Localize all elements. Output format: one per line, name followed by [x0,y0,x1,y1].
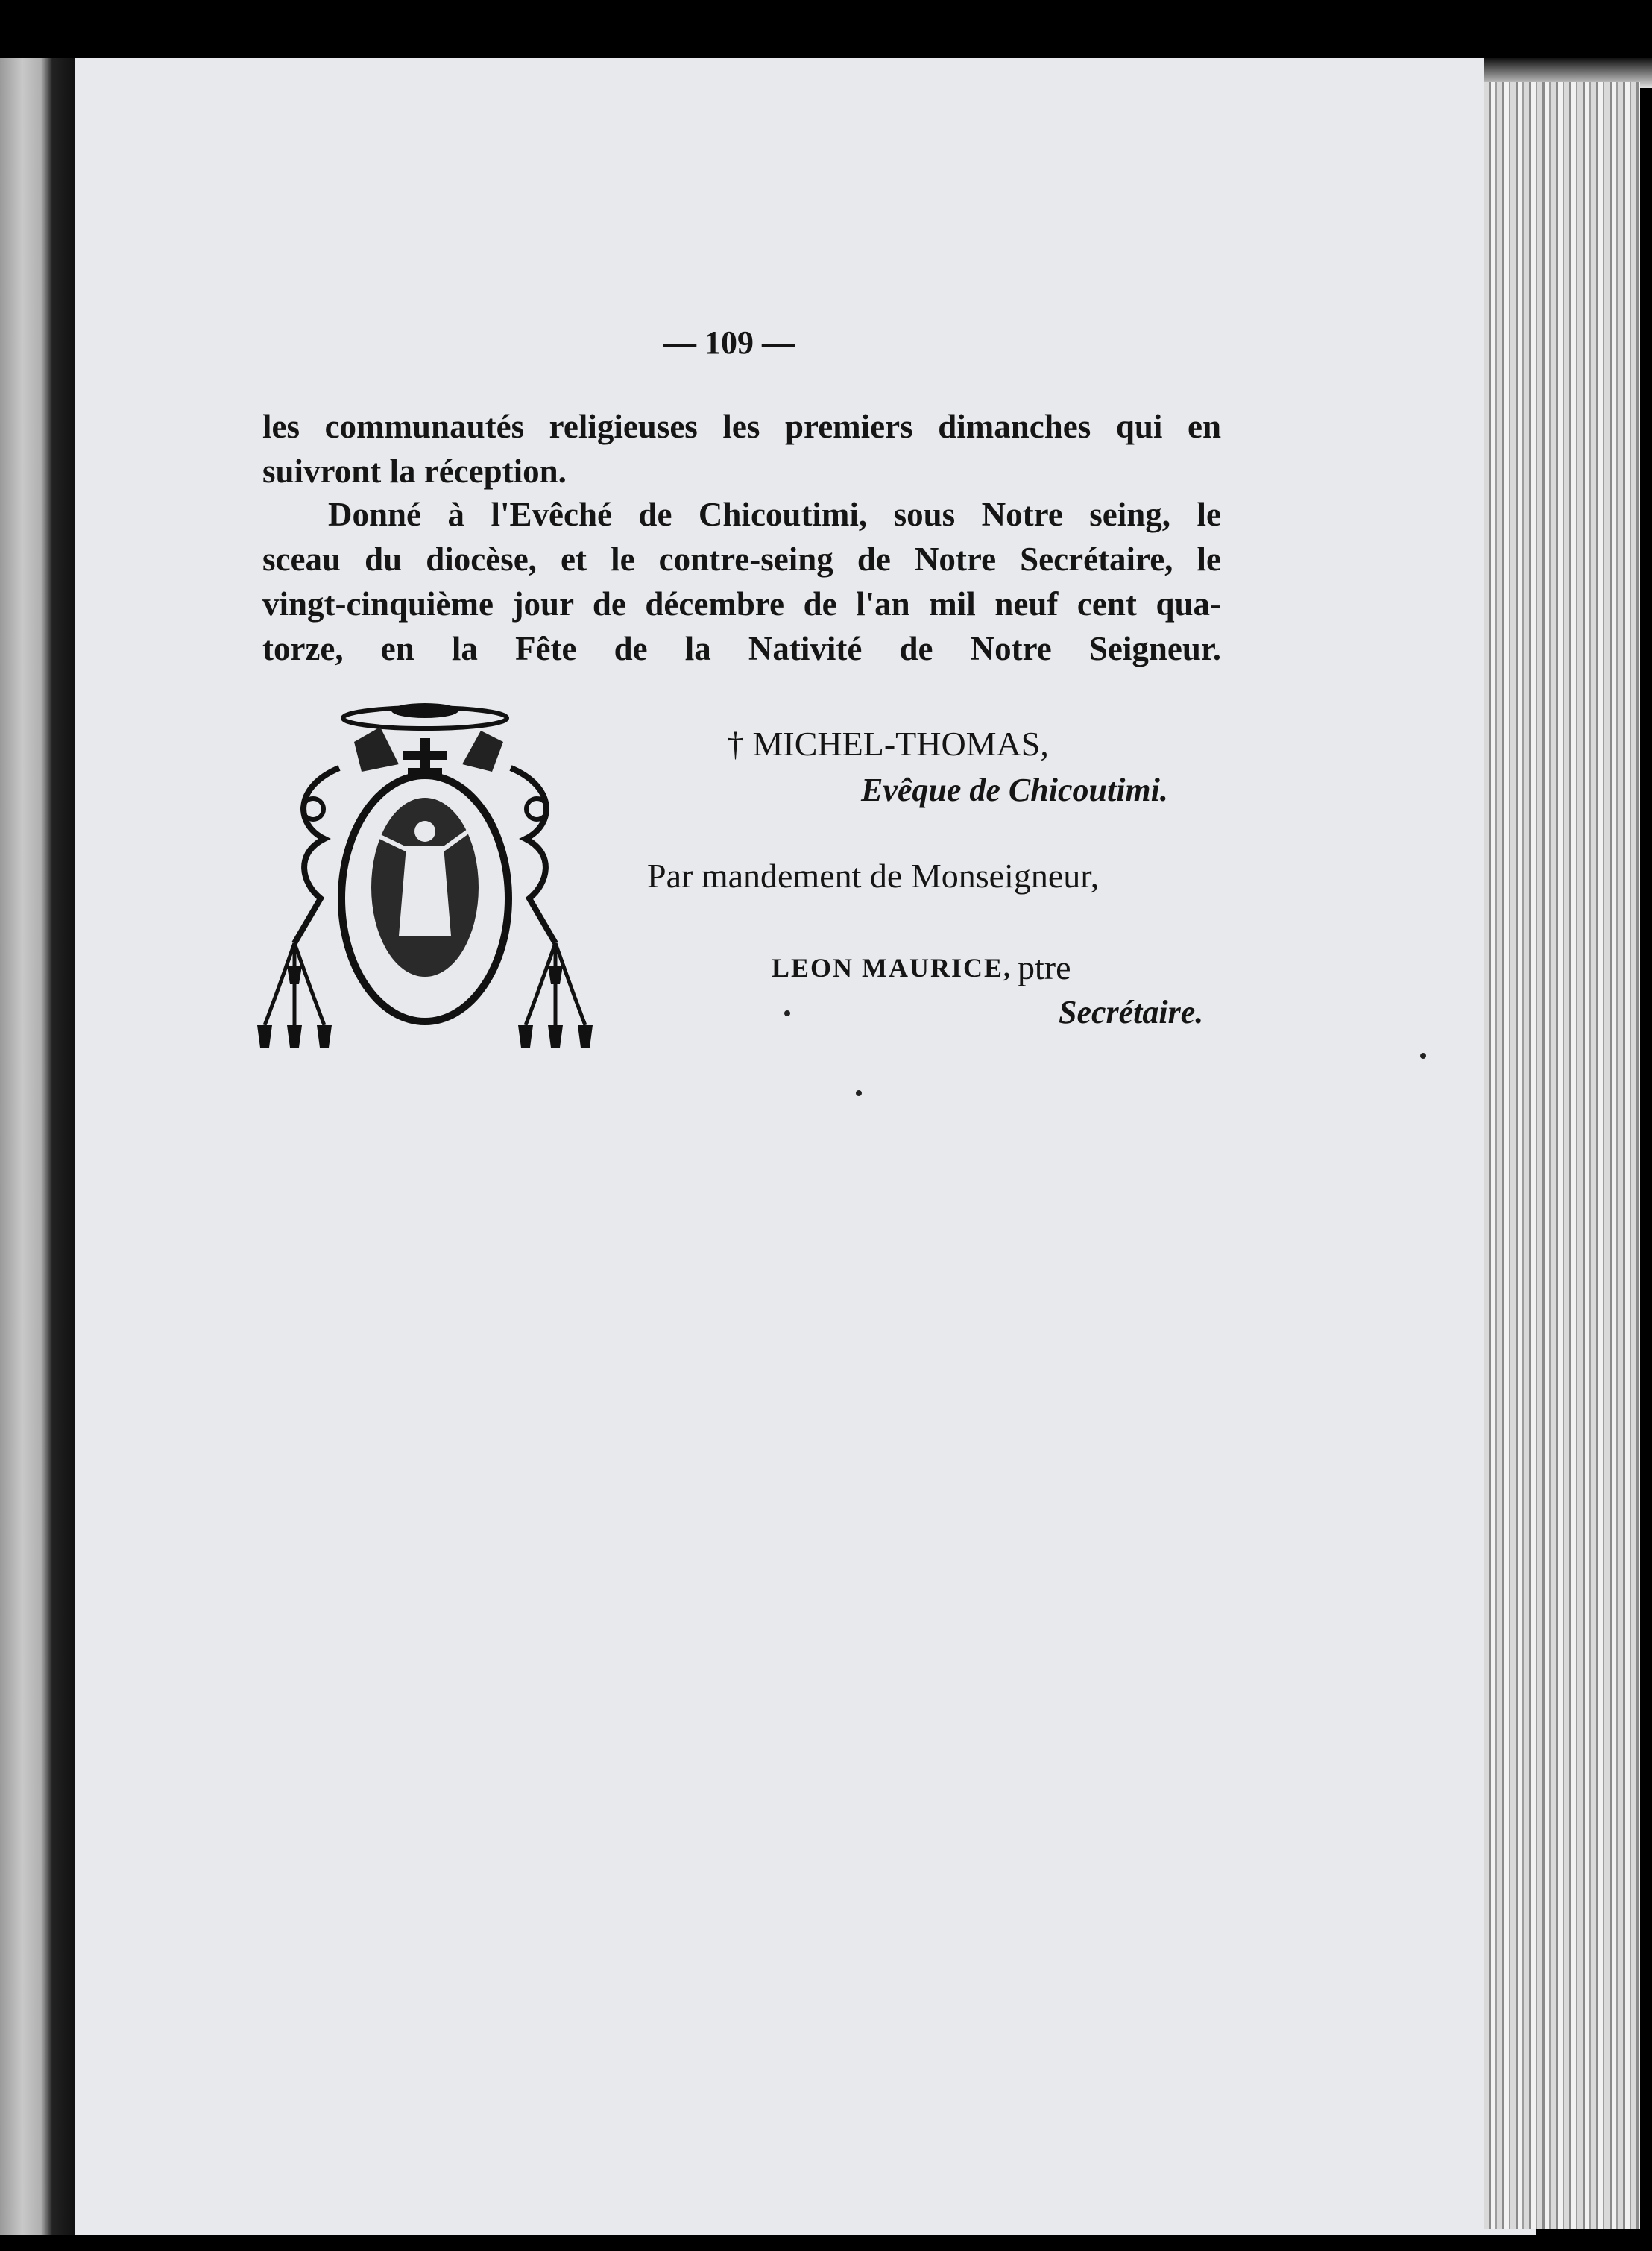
page-stack-edges [1484,82,1640,2229]
bishop-title: Evêque de Chicoutimi. [861,772,1168,808]
bishop-signature-name: † MICHEL-THOMAS, [727,725,1049,763]
speck [784,1010,790,1016]
secretary-name: LEON MAURICE, [772,953,1012,983]
paragraph-line: torze, en la Fête de la Nativité de Notre Seigneur. [262,630,1221,667]
mandement-line: Par mandement de Monseigneur, [647,857,1100,895]
book-page [75,58,1536,2235]
paragraph-line: Donné à l'Evêché de Chicoutimi, sous Notre seing, le [328,496,1221,533]
secretary-title: Secrétaire. [1059,994,1204,1030]
paragraph-line: suivront la réception. [262,453,567,490]
paragraph-line: les communautés religieuses les premiers dimanches qui en [262,408,1221,445]
speck [856,1090,862,1096]
speck [1420,1053,1426,1059]
coat-of-arms-emblem [250,697,600,1055]
paragraph-line: vingt-cinquième jour de décembre de l'an mil neuf cent qua- [262,585,1221,623]
page-number: — 109 — [663,324,795,361]
book-left-edge [0,58,75,2235]
paragraph-line: sceau du diocèse, et le contre-seing de Notre Secrétaire, le [262,541,1221,578]
secretary-suffix: ptre [1018,948,1071,986]
